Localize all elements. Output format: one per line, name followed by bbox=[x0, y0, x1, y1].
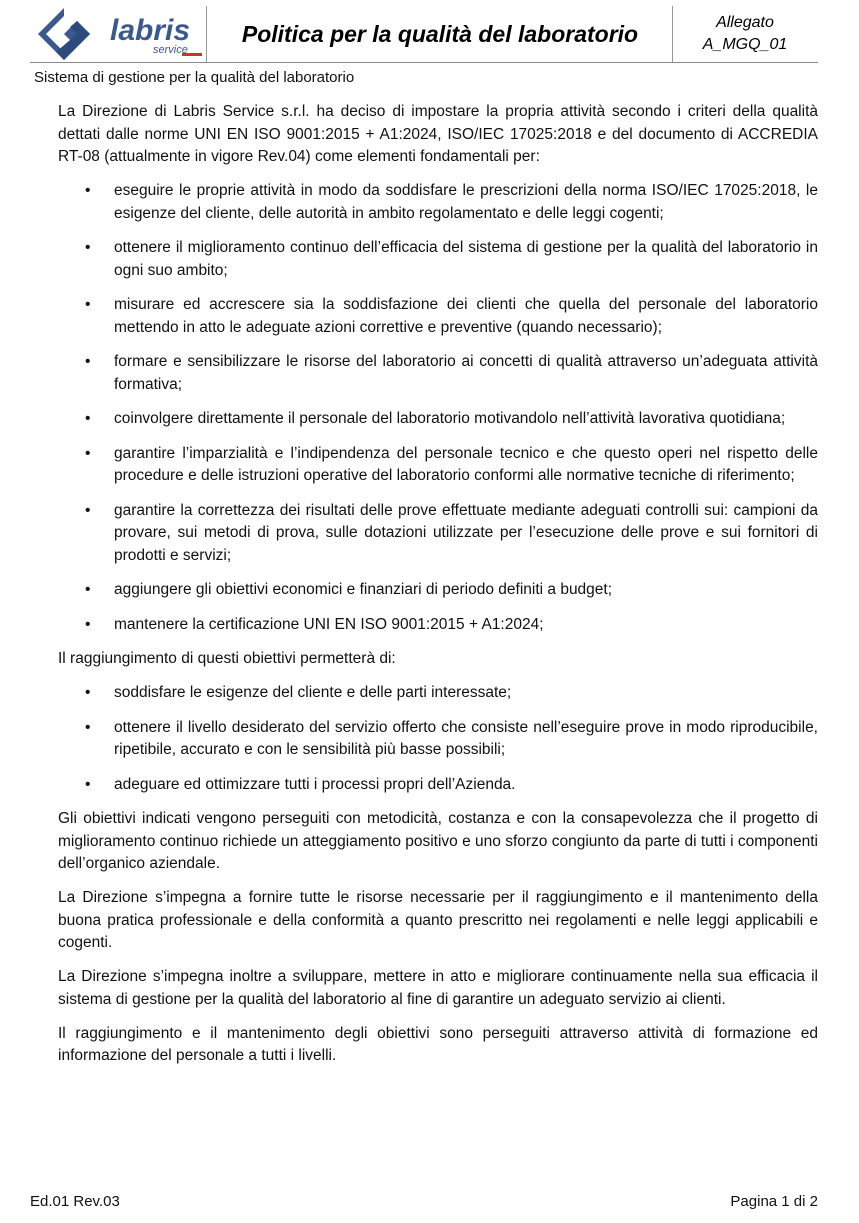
list-item bbox=[58, 351, 818, 396]
header-divider bbox=[206, 6, 207, 62]
body-paragraph: La Direzione s’impegna inoltre a sviluppare, mettere in atto e migliorare continuamente nella sua efficacia il sistema di gestione per la qualità del laboratorio al fine di garantire un adeguato servizio ai clienti. bbox=[58, 968, 818, 1008]
page-header bbox=[30, 6, 818, 63]
list-item-text: garantire la correttezza dei risultati delle prove effettuate mediante adeguati controlli sui: campioni da provare, sui metodi di prova, sulle dotazioni utilizzate per l’esecuzione delle prove e sui fornitori di prodotti e servizi; bbox=[114, 501, 818, 564]
list-item-text: misurare ed accrescere sia la soddisfazione dei clienti che quella del personale del laboratorio mettendo in atto le adeguate azioni correttive e preventive (quando necessario); bbox=[114, 296, 818, 336]
list-item bbox=[58, 774, 818, 797]
bullet-icon: • bbox=[85, 615, 91, 633]
bullet-icon: • bbox=[85, 353, 91, 370]
allegato-label: Allegato bbox=[716, 14, 774, 31]
bullet-icon: • bbox=[85, 581, 91, 598]
list-item bbox=[58, 579, 818, 602]
page-title: Politica per la qualità del laboratorio bbox=[241, 20, 639, 47]
bullet-icon: • bbox=[85, 182, 91, 199]
logo-brand-text: labris bbox=[110, 14, 191, 47]
bullet-icon: • bbox=[85, 775, 91, 793]
document-body bbox=[58, 101, 818, 1079]
list-item-text: coinvolgere direttamente il personale del laboratorio motivandolo nell’attività lavorativa quotidiana; bbox=[114, 410, 786, 427]
bullet-icon: • bbox=[85, 444, 91, 462]
list-item-text: ottenere il livello desiderato del servizio offerto che consiste nell’eseguire prove in modo riproducibile, ripetibile, accurato e con le sensibilità più basse possibili; bbox=[114, 718, 818, 758]
list-item-text: ottenere il miglioramento continuo dell’efficacia del sistema di gestione per la qualità del laboratorio in ogni suo ambito; bbox=[114, 239, 818, 279]
bullet-icon: • bbox=[85, 501, 91, 519]
body-paragraph: La Direzione s’impegna a fornire tutte le risorse necessarie per il raggiungimento e il mantenimento della buona pratica professionale e della conformità a quanto prescritto nei regolamenti e nelle leggi applicabili e cogenti. bbox=[58, 889, 818, 951]
list-item-text: garantire l’imparzialità e l’indipendenza del personale tecnico e che questo operi nel rispetto delle procedure e delle istruzioni operative del laboratorio conformi alle normative tecniche di riferimento; bbox=[114, 444, 818, 484]
list-item-text: formare e sensibilizzare le risorse del laboratorio ai concetti di qualità attraverso un’adeguata attività formativa; bbox=[114, 353, 818, 393]
list-item-text: adeguare ed ottimizzare tutti i processi propri dell’Azienda. bbox=[114, 775, 516, 793]
achievements-list bbox=[58, 682, 818, 796]
list-item bbox=[58, 682, 818, 705]
logo-tagline-text: service bbox=[153, 44, 188, 56]
achievement-intro: Il raggiungimento di questi obiettivi permetterà di: bbox=[58, 650, 396, 667]
list-item bbox=[58, 408, 818, 431]
bullet-icon: • bbox=[85, 410, 91, 427]
objectives-list bbox=[58, 180, 818, 636]
list-item bbox=[58, 614, 818, 637]
allegato-box bbox=[672, 12, 818, 56]
bullet-icon: • bbox=[85, 684, 91, 701]
body-paragraph: Gli obiettivi indicati vengono perseguiti con metodicità, costanza e con la consapevolezza che il progetto di miglioramento continuo richiede un atteggiamento positivo e uno sforzo congiunto da parte di tutti i componenti dell’organico aziendale. bbox=[58, 810, 818, 872]
list-item-text: soddisfare le esigenze del cliente e delle parti interessate; bbox=[114, 684, 512, 701]
list-item-text: aggiungere gli obiettivi economici e finanziari di periodo definiti a budget; bbox=[114, 581, 613, 598]
section-title: Sistema di gestione per la qualità del laboratorio bbox=[34, 69, 355, 86]
list-item bbox=[58, 717, 818, 762]
intro-paragraph: La Direzione di Labris Service s.r.l. ha deciso di impostare la propria attività secondo i criteri della qualità dettati dalle norme UNI EN ISO 9001:2015 + A1:2024, ISO/IEC 17025:2018 e del documento di ACCREDIA RT-08 (attualmente in vigore Rev.04) come elementi fondamentali per: bbox=[58, 103, 818, 165]
body-paragraph: Il raggiungimento e il mantenimento degli obiettivi sono perseguiti attraverso attività di formazione ed informazione del personale a tutti i livelli. bbox=[58, 1024, 818, 1064]
bullet-icon: • bbox=[85, 718, 91, 736]
list-item bbox=[58, 500, 818, 568]
labris-logo bbox=[32, 6, 204, 62]
footer-page-number: Pagina 1 di 2 bbox=[730, 1193, 818, 1210]
bullet-icon: • bbox=[85, 239, 91, 256]
logo-mark-icon bbox=[32, 6, 204, 62]
list-item bbox=[58, 180, 818, 225]
footer-edition: Ed.01 Rev.03 bbox=[30, 1193, 120, 1210]
list-item bbox=[58, 237, 818, 282]
list-item bbox=[58, 294, 818, 339]
list-item-text: mantenere la certificazione UNI EN ISO 9001:2015 + A1:2024; bbox=[114, 615, 544, 633]
bullet-icon: • bbox=[85, 296, 91, 313]
list-item bbox=[58, 443, 818, 488]
list-item-text: eseguire le proprie attività in modo da soddisfare le prescrizioni della norma ISO/IEC 17025:2018, le esigenze del cliente, delle autorità in ambito regolamentato e delle leggi cogenti; bbox=[114, 182, 818, 222]
allegato-code: A_MGQ_01 bbox=[702, 36, 788, 53]
